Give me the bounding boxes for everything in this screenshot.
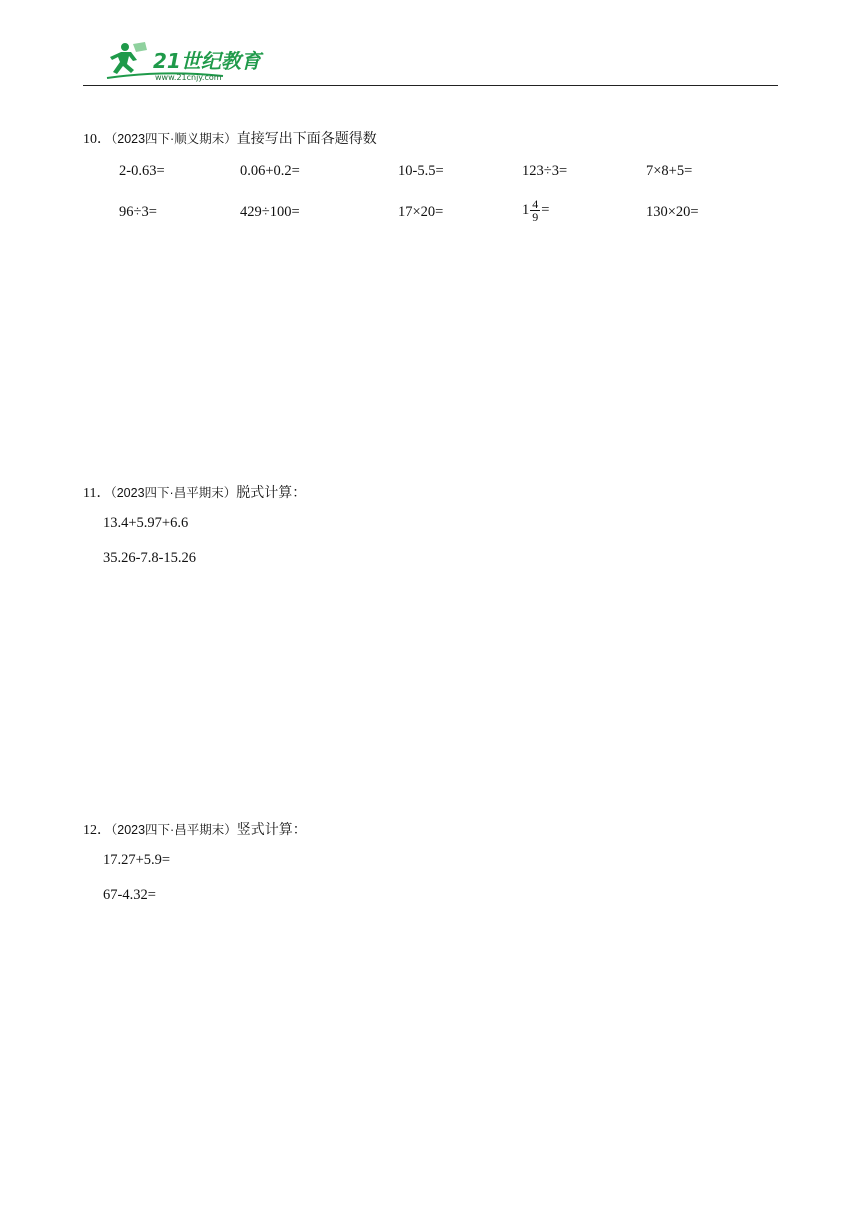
logo-text: 21世纪教育 xyxy=(153,49,261,73)
problem-item: 123÷3= xyxy=(522,163,568,179)
problem-item: 35.26-7.8-15.26 xyxy=(103,550,197,566)
question-number: 11． xyxy=(83,486,111,501)
question-prompt: 直接写出下面各题得数 xyxy=(236,132,377,147)
problem-item: 130×20= xyxy=(646,204,699,220)
logo-url: www.21cnjy.com xyxy=(155,73,222,82)
problem-item: 429÷100= xyxy=(240,204,300,220)
fraction xyxy=(530,198,540,223)
problem-item-fraction xyxy=(522,198,549,223)
runner-icon xyxy=(110,42,147,74)
question-number: 10． xyxy=(83,132,111,147)
problem-item: 2-0.63= xyxy=(119,163,165,179)
question-number: 12． xyxy=(83,823,111,838)
problem-item: 17.27+5.9= xyxy=(103,852,171,868)
question-source: （2023四下·顺义期末） xyxy=(111,132,237,146)
fraction-suffix: = xyxy=(541,202,550,218)
header-divider xyxy=(83,85,778,86)
fraction-denominator: 9 xyxy=(532,210,539,224)
question-prompt: 脱式计算： xyxy=(236,486,307,501)
question-source: （2023四下·昌平期末） xyxy=(111,823,237,837)
fraction-whole: 1 xyxy=(522,202,530,218)
page-header xyxy=(0,0,860,90)
problem-item: 10-5.5= xyxy=(398,163,444,179)
problem-item: 96÷3= xyxy=(119,204,157,220)
problem-item: 13.4+5.97+6.6 xyxy=(103,515,189,531)
problem-item: 7×8+5= xyxy=(646,163,693,179)
problem-item: 67-4.32= xyxy=(103,887,156,903)
question-prompt: 竖式计算： xyxy=(236,823,307,838)
question-10-title xyxy=(83,128,377,148)
question-12-title xyxy=(83,819,307,839)
question-11-title xyxy=(83,482,306,502)
fraction-numerator: 4 xyxy=(532,197,539,211)
problem-item: 0.06+0.2= xyxy=(240,163,300,179)
question-source: （2023四下·昌平期末） xyxy=(110,486,237,500)
problem-item: 17×20= xyxy=(398,204,444,220)
logo-21cnjy xyxy=(103,40,268,84)
